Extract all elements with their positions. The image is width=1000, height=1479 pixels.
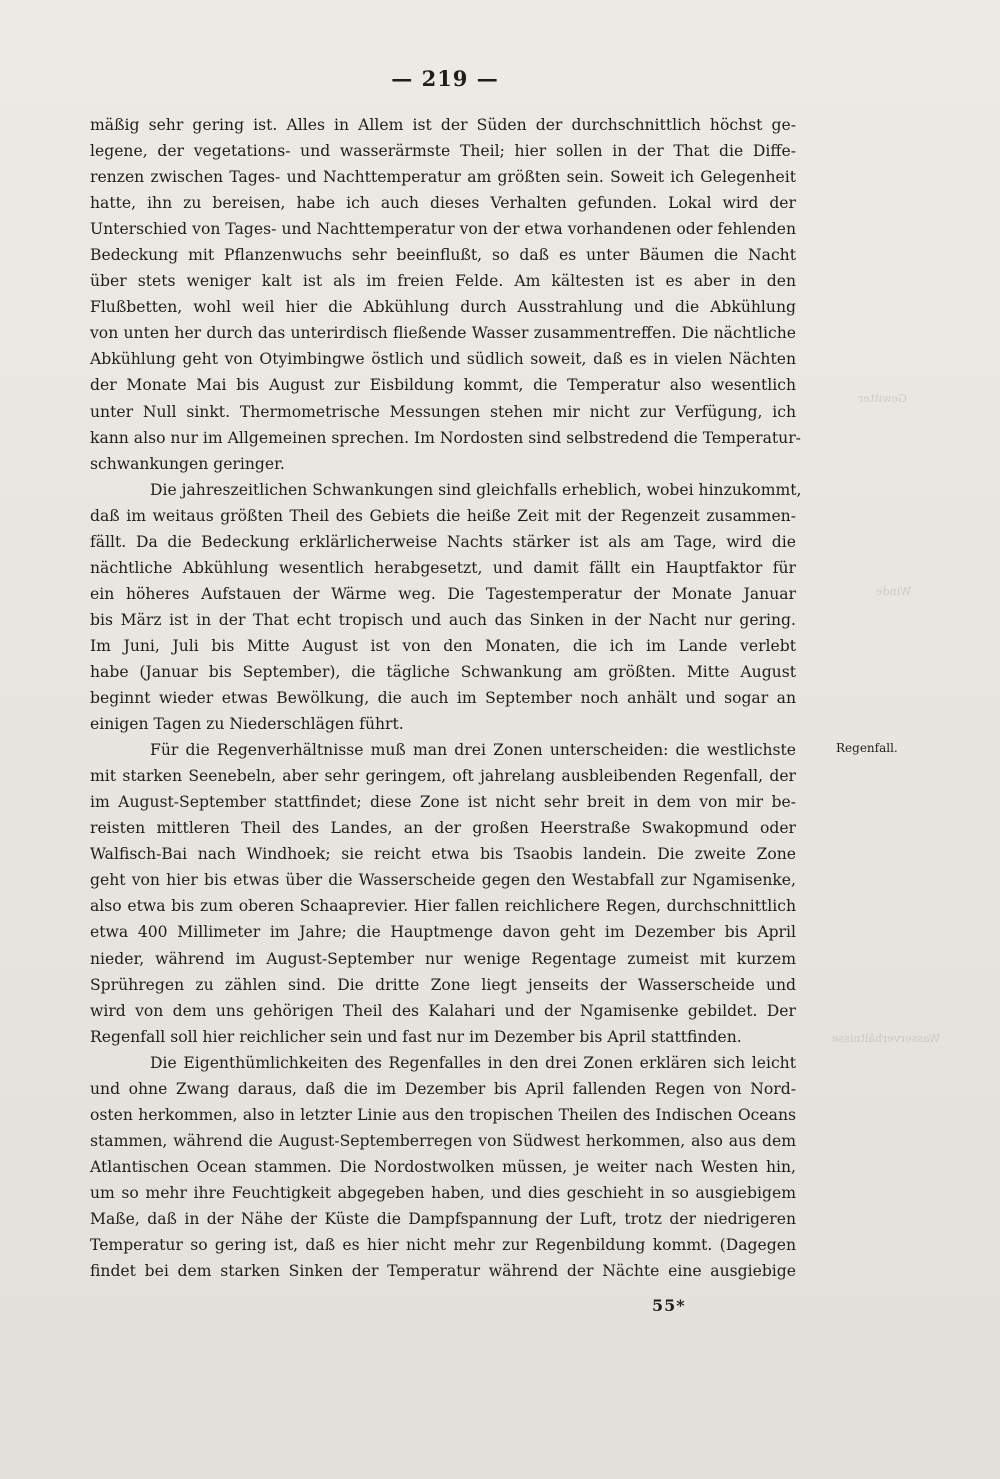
text-line: nächtliche Abkühlung wesentlich herabgesetzt, und damit fällt ein Hauptfaktor für: [90, 558, 796, 577]
text-line: Die Eigenthümlichkeiten des Regenfalles in den drei Zonen erklären sich leicht: [150, 1053, 796, 1072]
text-line: um so mehr ihre Feuchtigkeit abgegeben haben, und dies geschieht in so ausgiebigem: [90, 1183, 796, 1202]
text-line: Unterschied von Tages- und Nachttemperatur von der etwa vorhandenen oder fehlenden: [90, 220, 796, 239]
text-line: über stets weniger kalt ist als im freien Felde. Am kältesten ist es aber in den: [90, 272, 796, 291]
bleed-through-text: Gewitter: [858, 392, 907, 405]
body-text: [90, 112, 802, 1284]
text-line: legene, der vegetations- und wasserärmste Theil; hier sollen in der That die Diffe-: [90, 142, 796, 161]
text-line: findet bei dem starken Sinken der Temperatur während der Nächte eine ausgiebige: [90, 1262, 796, 1281]
text-line: schwankungen geringer.: [90, 454, 285, 473]
text-line: Flußbetten, wohl weil hier die Abkühlung durch Ausstrahlung und die Abkühlung: [90, 298, 796, 317]
text-line: osten herkommen, also in letzter Linie aus den tropischen Theilen des Indischen Oceans: [90, 1105, 796, 1124]
text-line: also etwa bis zum oberen Schaaprevier. Hier fallen reichlichere Regen, durchschnittlich: [90, 897, 796, 916]
text-line: unter Null sinkt. Thermometrische Messungen stehen mir nicht zur Verfügung, ich: [90, 402, 796, 421]
text-line: mit starken Seenebeln, aber sehr geringem, oft jahrelang ausbleibenden Regenfall, der: [90, 767, 796, 786]
text-line: Regenfall soll hier reichlicher sein und fast nur im Dezember bis April stattfinden.: [90, 1027, 742, 1046]
bleed-through-text: Winde: [876, 585, 912, 598]
text-line: und ohne Zwang daraus, daß die im Dezember bis April fallenden Regen von Nord-: [90, 1079, 796, 1098]
text-line: Walfisch-Bai nach Windhoek; sie reicht etwa bis Tsaobis landein. Die zweite Zone: [90, 845, 796, 864]
text-line: Maße, daß in der Nähe der Küste die Dampfspannung der Luft, trotz der niedrigeren: [90, 1209, 796, 1228]
text-line: hatte, ihn zu bereisen, habe ich auch dieses Verhalten gefunden. Lokal wird der: [90, 194, 796, 213]
page-number: — 219 —: [391, 66, 499, 91]
text-line: Bedeckung mit Pflanzenwuchs sehr beeinflußt, so daß es unter Bäumen die Nacht: [90, 246, 796, 265]
text-line: geht von hier bis etwas über die Wasserscheide gegen den Westabfall zur Ngamisenke,: [90, 871, 796, 890]
text-line: renzen zwischen Tages- und Nachttemperatur am größten sein. Soweit ich Gelegenheit: [90, 168, 796, 187]
text-line: beginnt wieder etwas Bewölkung, die auch im September noch anhält und sogar an: [90, 689, 796, 708]
text-line: fällt. Da die Bedeckung erklärlicherweise Nachts stärker ist als am Tage, wird die: [90, 532, 796, 551]
text-line: stammen, während die August-Septemberregen von Südwest herkommen, also aus dem: [90, 1131, 796, 1150]
bleed-through-text: Wasserverhältnisse: [832, 1032, 940, 1045]
text-line: bis März ist in der That echt tropisch und auch das Sinken in der Nacht nur gering.: [90, 610, 796, 629]
text-line: Die jahreszeitlichen Schwankungen sind gleichfalls erheblich, wobei hinzukommt,: [150, 480, 802, 499]
text-line: habe (Januar bis September), die tägliche Schwankung am größten. Mitte August: [90, 662, 796, 681]
text-line: reisten mittleren Theil des Landes, an der großen Heerstraße Swakopmund oder: [90, 819, 796, 838]
text-line: Für die Regenverhältnisse muß man drei Zonen unterscheiden: die westlichste: [150, 741, 796, 760]
text-line: Sprühregen zu zählen sind. Die dritte Zone liegt jenseits der Wasserscheide und: [90, 975, 796, 994]
text-line: einigen Tagen zu Niederschlägen führt.: [90, 715, 404, 734]
text-line: Atlantischen Ocean stammen. Die Nordostwolken müssen, je weiter nach Westen hin,: [90, 1157, 796, 1176]
text-line: nieder, während im August-September nur wenige Regentage zumeist mit kurzem: [90, 949, 796, 968]
text-line: Abkühlung geht von Otyimbingwe östlich und südlich soweit, daß es in vielen Nächten: [90, 350, 796, 369]
text-line: ein höheres Aufstauen der Wärme weg. Die Tagestemperatur der Monate Januar: [90, 584, 796, 603]
signature-mark: 55*: [652, 1296, 686, 1315]
text-line: Im Juni, Juli bis Mitte August ist von den Monaten, die ich im Lande verlebt: [90, 636, 796, 655]
text-line: wird von dem uns gehörigen Theil des Kalahari und der Ngamisenke gebildet. Der: [90, 1001, 796, 1020]
text-line: von unten her durch das unterirdisch fließende Wasser zusammentreffen. Die nächtliche: [90, 324, 796, 343]
text-line: Temperatur so gering ist, daß es hier nicht mehr zur Regenbildung kommt. (Dagegen: [90, 1236, 796, 1255]
text-line: mäßig sehr gering ist. Alles in Allem ist der Süden der durchschnittlich höchst ge-: [90, 116, 796, 134]
text-line: kann also nur im Allgemeinen sprechen. Im Nordosten sind selbstredend die Temperatur-: [90, 428, 801, 447]
text-line: etwa 400 Millimeter im Jahre; die Hauptmenge davon geht im Dezember bis April: [90, 923, 796, 942]
text-line: der Monate Mai bis August zur Eisbildung kommt, die Temperatur also wesentlich: [90, 376, 796, 395]
text-line: daß im weitaus größten Theil des Gebiets die heiße Zeit mit der Regenzeit zusammen-: [90, 506, 796, 525]
margin-note: Regenfall.: [836, 741, 898, 755]
text-line: im August-September stattfindet; diese Zone ist nicht sehr breit in dem von mir be-: [90, 793, 796, 812]
